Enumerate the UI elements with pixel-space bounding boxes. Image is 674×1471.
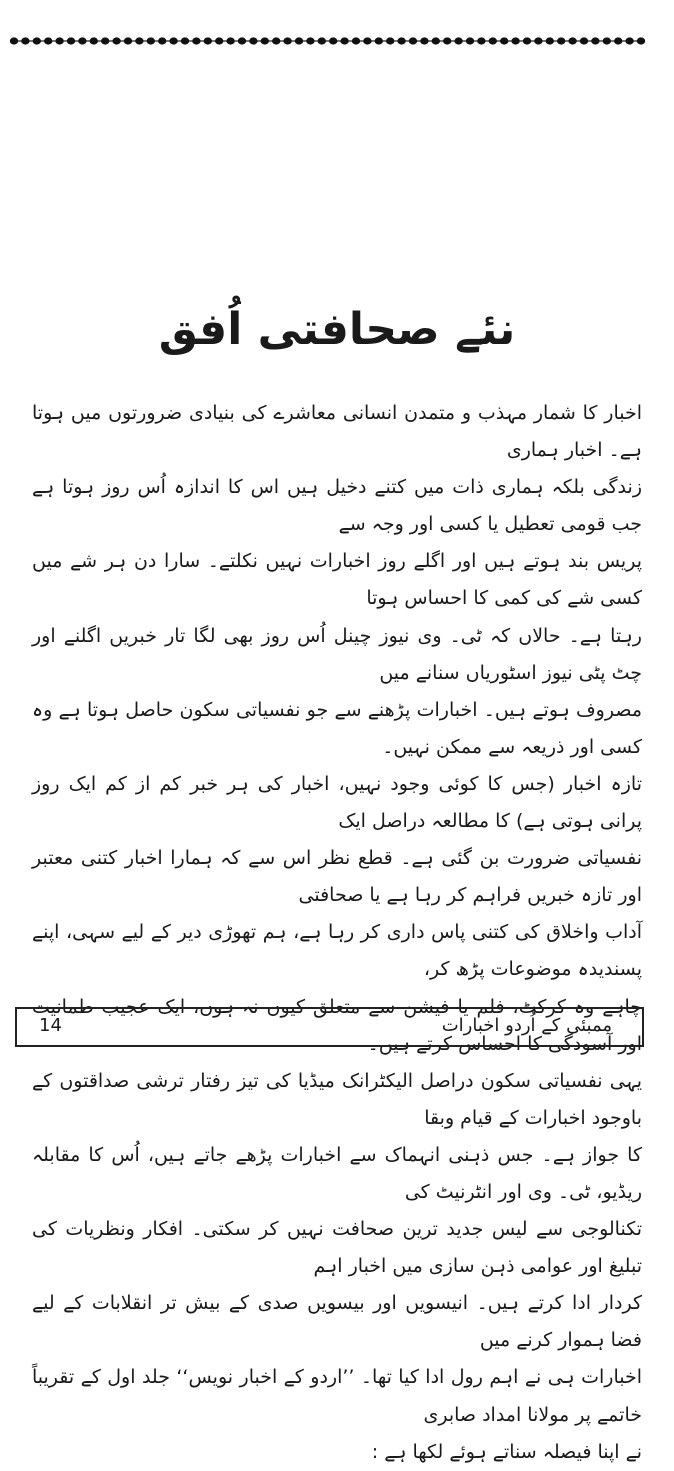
- ornament-dot: [477, 37, 485, 44]
- ornament-dot: [568, 37, 576, 44]
- book-title: ممبئی کے اُردو اخبارات: [441, 1015, 612, 1036]
- ornament-dot: [352, 37, 360, 44]
- ornament-dot: [329, 37, 337, 44]
- body-line: نفسیاتی ضرورت بن گئی ہے۔ قطع نظر اس سے کہ ہمارا اخبار کتنی معتبر اور تازہ خبریں فراہم کر رہا ہے یا صحافتی: [32, 847, 642, 907]
- ornament-dot: [181, 37, 189, 44]
- ornament-dot: [443, 37, 451, 44]
- ornament-dot: [375, 37, 383, 44]
- chapter-title: نئے صحافتی اُفق: [158, 304, 516, 355]
- ornament-dot: [112, 37, 120, 44]
- ornament-dot: [169, 37, 177, 44]
- ornament-dot: [101, 37, 109, 44]
- ornament-dot: [158, 37, 166, 44]
- ornament-dot: [454, 37, 462, 44]
- ornament-dot: [534, 37, 542, 44]
- ornament-dot: [10, 37, 18, 44]
- body-line: پریس بند ہوتے ہیں اور اگلے روز اخبارات نہیں نکلتے۔ سارا دن ہر شے میں کسی شے کی کمی کا احساس ہوتا: [32, 550, 642, 610]
- body-line: نے اپنا فیصلہ سناتے ہوئے لکھا ہے :: [371, 1440, 642, 1463]
- ornament-dot: [226, 37, 234, 44]
- body-line: آداب واخلاق کی کتنی پاس داری کر رہا ہے، ہم تھوڑی دیر کے لیے سہی، اپنے پسندیدہ موضوعات پڑھ کر،: [32, 921, 642, 981]
- body-line: یہی نفسیاتی سکون دراصل الیکٹرانک میڈیا کی تیز رفتار ترشی صداقتوں کے باوجود اخبارات کے قیام وبقا: [32, 1069, 642, 1129]
- ornament-dot: [363, 37, 371, 44]
- ornament-dot: [625, 37, 633, 44]
- ornament-dot: [420, 37, 428, 44]
- ornament-dot: [306, 37, 314, 44]
- ornament-dot: [192, 37, 200, 44]
- ornament-dot: [78, 37, 86, 44]
- ornament-dot: [147, 37, 155, 44]
- body-line: کا جواز ہے۔ جس ذہنی انہماک سے اخبارات پڑھے جاتے ہیں، اُس کا مقابلہ ریڈیو، ٹی۔ وی اور انٹرنیٹ کی: [32, 1143, 642, 1203]
- ornament-dot: [261, 37, 269, 44]
- ornament-dot: [603, 37, 611, 44]
- ornament-dot: [283, 37, 291, 44]
- ornament-dot: [500, 37, 508, 44]
- body-paragraph: [32, 395, 642, 1471]
- ornament-dot: [591, 37, 599, 44]
- ornament-dot: [523, 37, 531, 44]
- ornament-dot: [238, 37, 246, 44]
- ornament-dot: [44, 37, 52, 44]
- ornament-dot: [215, 37, 223, 44]
- ornament-dot: [557, 37, 565, 44]
- ornament-dot: [249, 37, 257, 44]
- ornament-svg: [8, 28, 648, 54]
- ornament-dot: [135, 37, 143, 44]
- ornament-dot: [637, 37, 645, 44]
- ornament-dot: [397, 37, 405, 44]
- decorative-border-ornament: [8, 28, 648, 54]
- ornament-dot: [204, 37, 212, 44]
- body-line: اخبارات ہی نے اہم رول ادا کیا تھا۔ ’’اردو کے اخبار نویس‘‘ جلد اول کے تقریباً خاتمے پر مولانا امداد صابری: [32, 1366, 642, 1426]
- ornament-dot: [21, 37, 29, 44]
- ornament-dot: [580, 37, 588, 44]
- ornament-dot: [614, 37, 622, 44]
- ornament-dot: [409, 37, 417, 44]
- body-line: زندگی بلکہ ہماری ذات میں کتنے دخیل ہیں اس کا اندازہ اُس روز ہوتا ہے جب قومی تعطیل یا کسی اور وجہ سے: [32, 476, 642, 536]
- ornament-dot: [55, 37, 63, 44]
- ornament-dot: [124, 37, 132, 44]
- body-line: تکنالوجی سے لیس جدید ترین صحافت نہیں کر سکتی۔ افکار ونظریات کی تبلیغ اور عوامی ذہن سازی میں اخبار اہم: [32, 1218, 642, 1278]
- ornament-dot: [272, 37, 280, 44]
- ornament-dot: [90, 37, 98, 44]
- ornament-dot: [466, 37, 474, 44]
- ornament-dot: [546, 37, 554, 44]
- ornament-dot: [386, 37, 394, 44]
- ornament-dot: [511, 37, 519, 44]
- page-number: 14: [39, 1015, 62, 1036]
- ornament-dot: [489, 37, 497, 44]
- ornament-dot: [33, 37, 41, 44]
- body-line: چاہے وہ کرکٹ، فلم یا فیشن سے متعلق کیوں نہ ہوں، ایک عجیب طمانیت اور آسودگی کا احساس کرتے ہیں۔: [32, 995, 642, 1055]
- ornament-dot: [67, 37, 75, 44]
- ornament-dot: [340, 37, 348, 44]
- ornament-dot: [295, 37, 303, 44]
- body-line: مصروف ہوتے ہیں۔ اخبارات پڑھنے سے جو نفسیاتی سکون حاصل ہوتا ہے وہ کسی اور ذریعہ سے ممکن نہیں۔: [32, 698, 642, 758]
- page-footer: [15, 1007, 644, 1047]
- ornament-dot: [432, 37, 440, 44]
- body-line: تازہ اخبار (جس کا کوئی وجود نہیں، اخبار کی ہر خبر کم از کم ایک روز پرانی ہوتی ہے) کا مطالعہ دراصل ایک: [32, 772, 642, 833]
- body-line: کردار ادا کرتے ہیں۔ انیسویں اور بیسویں صدی کے بیش تر انقلابات کے لیے فضا ہموار کرنے میں: [32, 1292, 642, 1352]
- ornament-dot: [318, 37, 326, 44]
- body-line: اخبار کا شمار مہذب و متمدن انسانی معاشرے کی بنیادی ضرورتوں میں ہوتا ہے۔ اخبار ہماری: [32, 402, 642, 462]
- body-line: رہتا ہے۔ حالاں کہ ٹی۔ وی نیوز چینل اُس روز بھی لگا تار خبریں اگلنے اور چٹ پٹی نیوز اسٹوریاں سنانے میں: [32, 624, 642, 684]
